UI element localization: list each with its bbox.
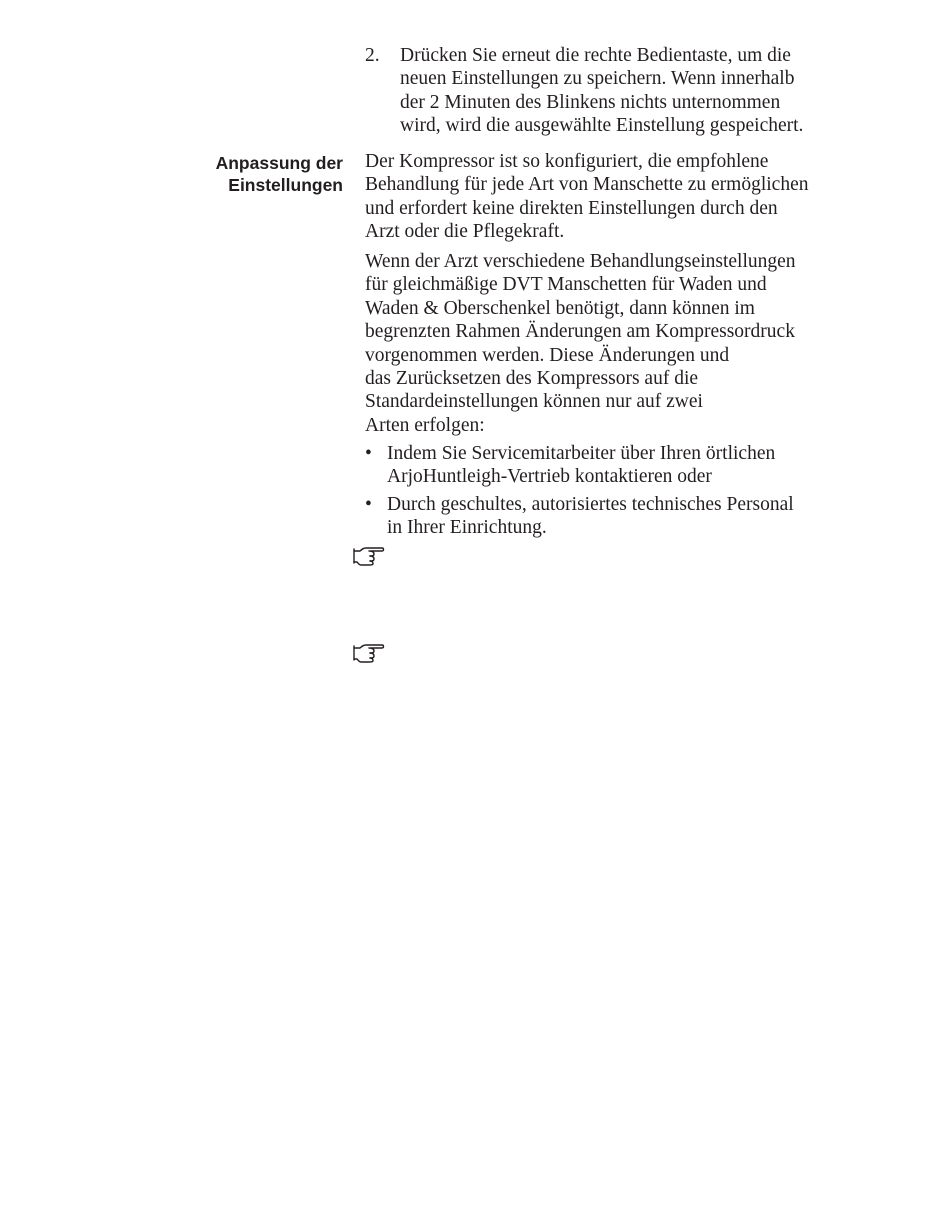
paragraph-line: für gleichmäßige DVT Manschetten für Waden und	[365, 274, 767, 296]
bullet-line: Durch geschultes, autorisiertes technisches Personal	[387, 494, 794, 515]
paragraph-line: das Zurücksetzen des Kompressors auf die	[365, 368, 699, 390]
bullet-item-1	[365, 442, 865, 489]
step-text	[400, 44, 865, 138]
paragraph-line: Arten erfolgen:	[365, 414, 485, 436]
section-heading	[150, 152, 343, 196]
bullet-text	[387, 493, 865, 540]
paragraph-line: und erfordert keine direkten Einstellungen durch den	[365, 197, 778, 219]
step-line: Drücken Sie erneut die rechte Bedientaste, um die	[400, 45, 791, 66]
paragraph-2	[365, 250, 865, 437]
paragraph-line: Arzt oder die Pflegekraft.	[365, 221, 565, 243]
paragraph-line: Wenn der Arzt verschiedene Behandlungseinstellungen	[365, 251, 796, 272]
bullet-marker: •	[365, 443, 372, 464]
bullet-marker: •	[365, 494, 372, 515]
bullet-text	[387, 442, 865, 489]
bullet-line: ArjoHuntleigh-Vertrieb kontaktieren oder	[387, 466, 712, 488]
paragraph-1	[365, 150, 865, 244]
step-line: wird, wird die ausgewählte Einstellung gespeichert.	[400, 115, 804, 137]
section-heading-line: Einstellungen	[228, 175, 343, 195]
paragraph-line: begrenzten Rahmen Änderungen am Kompressordruck	[365, 321, 795, 343]
step-2	[365, 44, 865, 138]
bullet-line: Indem Sie Servicemitarbeiter über Ihren örtlichen	[387, 443, 776, 464]
step-line: neuen Einstellungen zu speichern. Wenn innerhalb	[400, 68, 795, 90]
section-heading-line: Anpassung der	[215, 153, 343, 173]
pointing-hand-icon	[352, 642, 386, 664]
paragraph-line: Der Kompressor ist so konfiguriert, die empfohlene	[365, 151, 769, 172]
pointing-hand-icon	[352, 545, 386, 567]
paragraph-line: Standardeinstellungen können nur auf zwei	[365, 391, 703, 413]
paragraph-line: Waden & Oberschenkel benötigt, dann können im	[365, 297, 755, 319]
bullet-line: in Ihrer Einrichtung.	[387, 517, 547, 539]
step-line: der 2 Minuten des Blinkens nichts unternommen	[400, 91, 781, 113]
step-number: 2.	[365, 45, 380, 66]
bullet-item-2	[365, 493, 865, 540]
paragraph-line: vorgenommen werden. Diese Änderungen und	[365, 344, 730, 366]
paragraph-line: Behandlung für jede Art von Manschette zu ermöglichen	[365, 174, 809, 196]
